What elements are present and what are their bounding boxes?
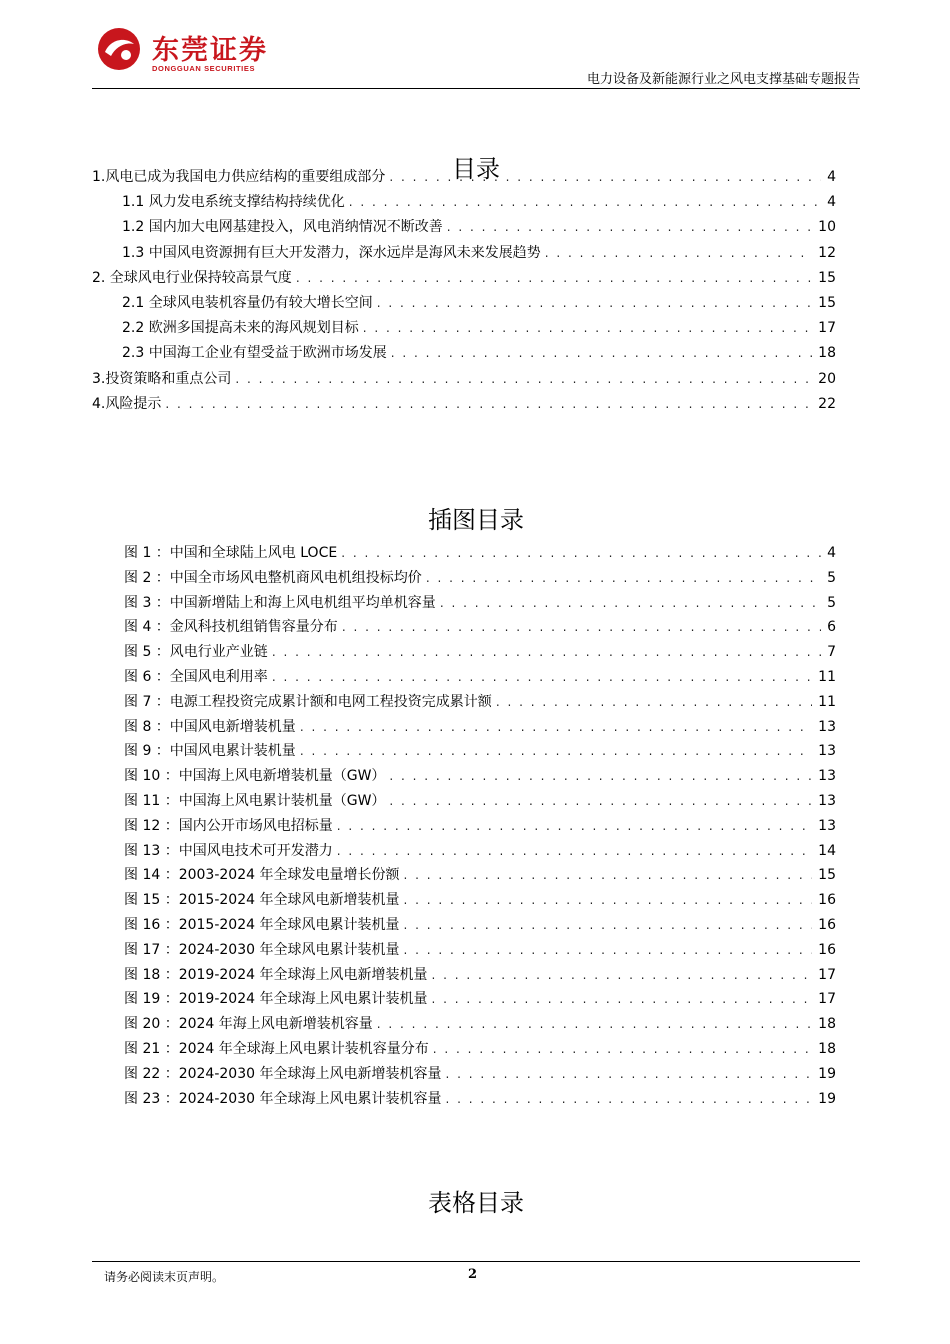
dot-leader (272, 643, 821, 661)
figure-entry[interactable] (124, 565, 836, 587)
dot-leader (403, 941, 812, 959)
figure-entry-label: 图 18 ：2019-2024 年全球海上风电新增装机量 (124, 966, 428, 983)
toc-entry[interactable] (122, 340, 836, 362)
toc-entry-label: 1.风电已成为我国电力供应结构的重要组成部分 (92, 169, 386, 185)
figure-entry-label: 图 12 ：国内公开市场风电招标量 (124, 817, 333, 834)
toc-entry-label: 3.投资策略和重点公司 (92, 370, 232, 387)
dot-leader (447, 218, 812, 236)
toc-title: 目录 (452, 155, 500, 183)
figures-title: 插图目录 (428, 506, 524, 534)
figure-entry-page: 7 (827, 644, 836, 661)
figure-entry[interactable] (124, 738, 836, 760)
toc-entry-page: 4 (827, 194, 836, 211)
dot-leader (445, 1065, 812, 1083)
toc-entry-page: 20 (818, 370, 836, 387)
toc-entry-page: 4 (827, 169, 836, 185)
dot-leader (337, 842, 812, 860)
toc-entry[interactable] (122, 290, 836, 312)
page-number: 2 (468, 1267, 478, 1282)
figure-entry-page: 13 (818, 793, 836, 809)
page-header (92, 22, 860, 90)
figure-entry-page: 13 (818, 817, 836, 834)
tables-title: 表格目录 (428, 1189, 524, 1217)
figure-entry[interactable] (124, 639, 836, 661)
toc-entry[interactable] (122, 214, 836, 236)
figure-entry[interactable] (124, 540, 836, 562)
figure-entry-page: 13 (818, 718, 836, 735)
toc-entry[interactable] (122, 189, 836, 211)
dot-leader (235, 370, 812, 388)
dot-leader (431, 990, 812, 1008)
figure-entry[interactable] (124, 862, 836, 884)
toc-entry[interactable] (92, 391, 836, 413)
dongguan-securities-logo-icon (96, 26, 142, 72)
dot-leader (377, 1015, 812, 1033)
company-logo (92, 26, 332, 78)
figure-entry[interactable] (124, 813, 836, 835)
dot-leader (389, 168, 821, 186)
dot-leader (440, 594, 821, 612)
toc-entry-label: 2.3 中国海工企业有望受益于欧洲市场发展 (122, 345, 387, 362)
dot-leader (389, 767, 812, 785)
dot-leader (272, 668, 812, 686)
figure-entry[interactable] (124, 937, 836, 959)
toc-entry[interactable] (92, 366, 836, 388)
figure-entry-label: 图 23 ：2024-2030 年全球海上风电累计装机容量 (124, 1090, 442, 1107)
dot-leader (296, 269, 812, 287)
figure-entry[interactable] (124, 912, 836, 934)
figure-entry-label: 图 1 ：中国和全球陆上风电 LOCE (124, 545, 338, 561)
figure-entry[interactable] (124, 788, 836, 810)
dot-leader (426, 569, 821, 587)
figure-entry-page: 6 (827, 619, 836, 636)
figure-entry-page: 13 (818, 768, 836, 785)
dot-leader (403, 916, 812, 934)
figure-entry-label: 图 10 ：中国海上风电新增装机量（GW） (124, 768, 386, 785)
toc-entry-page: 15 (818, 269, 836, 286)
figure-entry[interactable] (124, 664, 836, 686)
toc-entry-label: 1.2 国内加大电网基建投入，风电消纳情况不断改善 (122, 219, 443, 236)
dot-leader (496, 693, 812, 711)
figure-entry-label: 图 8 ：中国风电新增装机量 (124, 718, 296, 735)
figure-entry-page: 5 (827, 569, 836, 586)
figure-entry[interactable] (124, 887, 836, 909)
dot-leader (391, 344, 812, 362)
dot-leader (300, 718, 812, 736)
footer-divider (92, 1261, 860, 1262)
logo-english-name: DONGGUAN SECURITIES (152, 64, 256, 73)
toc-entry-label: 2.2 欧洲多国提高未来的海风规划目标 (122, 320, 359, 337)
figure-entry-label: 图 22 ：2024-2030 年全球海上风电新增装机容量 (124, 1065, 442, 1082)
figure-entry[interactable] (124, 763, 836, 785)
figure-entry-label: 图 3 ：中国新增陆上和海上风电机组平均单机容量 (124, 594, 436, 611)
figure-entry[interactable] (124, 1036, 836, 1058)
figure-entry-page: 4 (827, 545, 836, 561)
toc-entry-page: 22 (818, 395, 836, 412)
figure-entry-page: 16 (818, 892, 836, 909)
figure-entry-label: 图 19 ：2019-2024 年全球海上风电累计装机量 (124, 991, 428, 1008)
toc-entry-label: 2. 全球风电行业保持较高景气度 (92, 269, 292, 286)
figure-entry[interactable] (124, 1086, 836, 1108)
figure-entry-page: 18 (818, 1016, 836, 1033)
figure-entry[interactable] (124, 590, 836, 612)
figure-entry-page: 19 (818, 1090, 836, 1107)
dot-leader (433, 1040, 812, 1058)
figure-entry[interactable] (124, 838, 836, 860)
figure-entry-label: 图 21 ：2024 年全球海上风电累计装机容量分布 (124, 1041, 429, 1057)
figure-entry-page: 11 (818, 669, 836, 685)
toc-entry-page: 18 (818, 345, 836, 362)
dot-leader (337, 817, 812, 835)
figure-entry-page: 18 (818, 1041, 836, 1057)
figure-entry[interactable] (124, 1061, 836, 1083)
toc-entry-label: 2.1 全球风电装机容量仍有较大增长空间 (122, 295, 373, 311)
figure-entry-label: 图 2 ：中国全市场风电整机商风电机组投标均价 (124, 569, 422, 586)
figure-entry-label: 图 14 ：2003-2024 年全球发电量增长份额 (124, 867, 400, 884)
dot-leader (403, 891, 812, 909)
figure-entry[interactable] (124, 1011, 836, 1033)
figure-entry[interactable] (124, 714, 836, 736)
toc-entry-page: 10 (818, 219, 836, 236)
header-divider (92, 88, 860, 89)
figure-entry-page: 17 (818, 991, 836, 1008)
figure-entry-page: 17 (818, 966, 836, 983)
dot-leader (445, 1090, 812, 1108)
toc-entry-label: 1.1 风力发电系统支撑结构持续优化 (122, 194, 345, 211)
figure-entry-label: 图 9 ：中国风电累计装机量 (124, 743, 296, 760)
figure-entry-label: 图 17 ：2024-2030 年全球风电累计装机量 (124, 941, 400, 958)
dot-leader (165, 395, 812, 413)
figure-entry[interactable] (124, 689, 836, 711)
toc-entry[interactable] (122, 315, 836, 337)
figure-entry-label: 图 4 ：金风科技机组销售容量分布 (124, 619, 338, 636)
report-title: 电力设备及新能源行业之风电支撑基础专题报告 (586, 72, 860, 87)
toc-entry-label: 4.风险提示 (92, 395, 162, 412)
dot-leader (431, 966, 812, 984)
toc-entry[interactable] (122, 240, 836, 262)
figure-entry[interactable] (124, 962, 836, 984)
figure-entry-page: 14 (818, 842, 836, 859)
figure-entry-label: 图 6 ：全国风电利用率 (124, 669, 268, 685)
figure-entry-page: 16 (818, 917, 836, 933)
figure-entry-label: 图 7 ：电源工程投资完成累计额和电网工程投资完成累计额 (124, 693, 492, 710)
figure-entry-label: 图 16 ：2015-2024 年全球风电累计装机量 (124, 917, 400, 933)
dot-leader (377, 294, 812, 312)
footer-disclaimer: 请务必阅读末页声明。 (104, 1270, 225, 1284)
toc-entry-page: 15 (818, 295, 836, 311)
figure-entry-page: 11 (818, 693, 836, 710)
figure-entry[interactable] (124, 986, 836, 1008)
figure-entry-page: 15 (818, 867, 836, 884)
dot-leader (403, 866, 812, 884)
figure-entry-page: 19 (818, 1065, 836, 1082)
figure-entry-label: 图 20 ：2024 年海上风电新增装机容量 (124, 1016, 373, 1033)
toc-entry-label: 1.3 中国风电资源拥有巨大开发潜力，深水远岸是海风未来发展趋势 (122, 244, 541, 261)
toc-entry[interactable] (92, 265, 836, 287)
toc-entry-page: 12 (818, 244, 836, 261)
dot-leader (389, 792, 812, 810)
figure-entry-label: 图 13 ：中国风电技术可开发潜力 (124, 842, 333, 859)
logo-chinese-name: 东莞证券 (152, 35, 268, 66)
dot-leader (341, 544, 821, 562)
figure-entry-page: 16 (818, 941, 836, 958)
figure-entry-page: 13 (818, 743, 836, 760)
dot-leader (342, 618, 821, 636)
toc-entry[interactable] (92, 164, 836, 186)
dot-leader (349, 193, 821, 211)
dot-leader (363, 319, 812, 337)
figure-entry-label: 图 15 ：2015-2024 年全球风电新增装机量 (124, 892, 400, 909)
toc-entry-page: 17 (818, 320, 836, 337)
figure-entry-label: 图 11 ：中国海上风电累计装机量（GW） (124, 793, 386, 809)
figure-entry[interactable] (124, 614, 836, 636)
dot-leader (545, 244, 812, 262)
dot-leader (300, 742, 812, 760)
figure-entry-label: 图 5 ：风电行业产业链 (124, 644, 268, 661)
figure-entry-page: 5 (827, 594, 836, 611)
